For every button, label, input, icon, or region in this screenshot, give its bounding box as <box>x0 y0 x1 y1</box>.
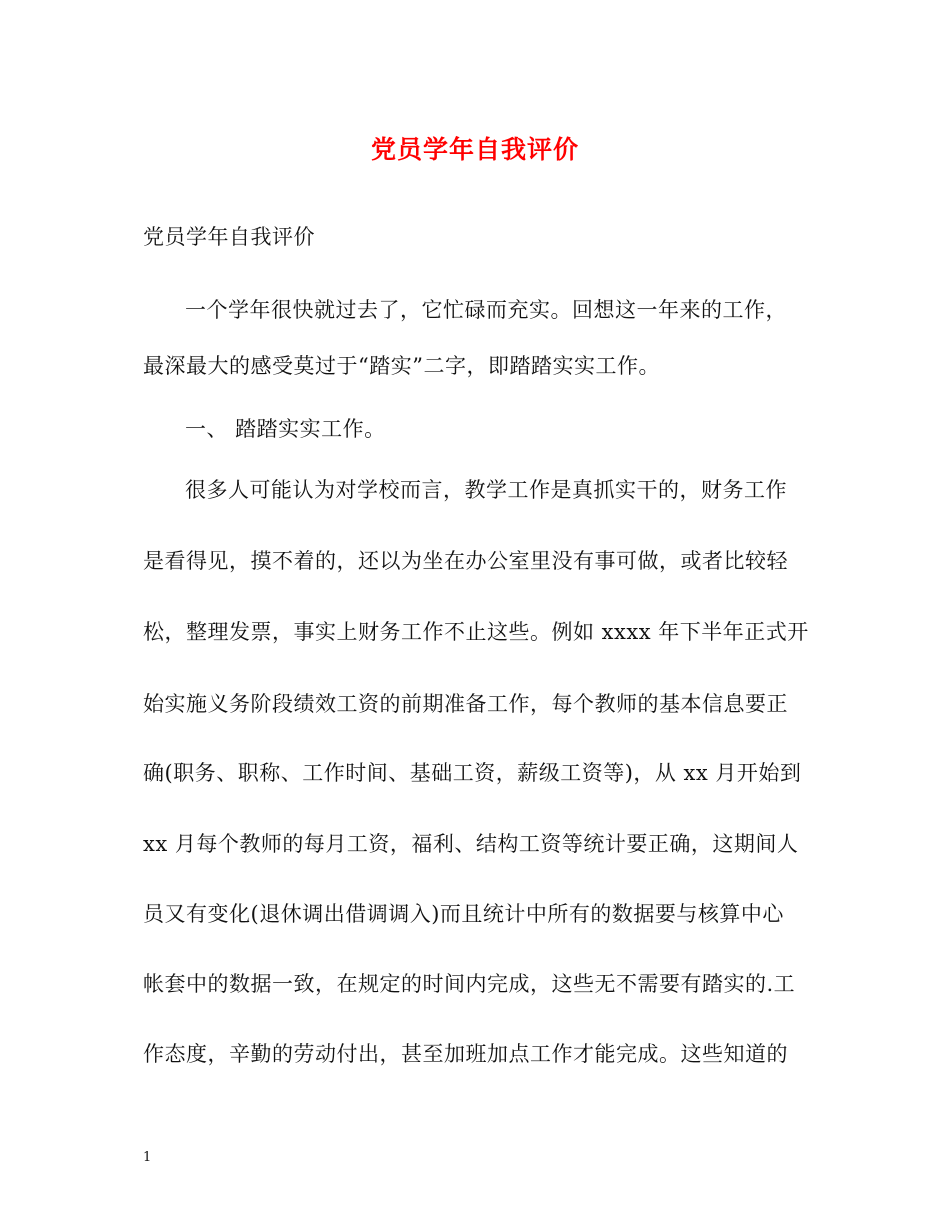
paragraph-line: xx 月每个教师的每月工资，福利、结构工资等统计要正确，这期间人 <box>143 832 799 856</box>
paragraph-line: 一个学年很快就过去了，它忙碌而充实。回想这一年来的工作， <box>185 298 787 322</box>
paragraph-line: 员又有变化(退休调出借调调入)而且统计中所有的数据要与核算中心 <box>143 902 784 926</box>
paragraph-line: 作态度，辛勤的劳动付出，甚至加班加点工作才能完成。这些知道的 <box>143 1042 788 1066</box>
paragraph-line: 帐套中的数据一致，在规定的时间内完成，这些无不需要有踏实的.工 <box>143 972 796 996</box>
document-title: 党员学年自我评价 <box>370 135 579 164</box>
page-number: 1 <box>143 1150 152 1165</box>
paragraph-line: 最深最大的感受莫过于“踏实”二字，即踏踏实实工作。 <box>143 354 660 378</box>
paragraph-line: 是看得见，摸不着的，还以为坐在办公室里没有事可做，或者比较轻 <box>143 549 788 573</box>
paragraph-line: 松，整理发票，事实上财务工作不止这些。例如 xxxx 年下半年正式开 <box>143 620 809 644</box>
paragraph-line: 确(职务、职称、工作时间、基础工资，薪级工资等)，从 xx 月开始到 <box>143 761 802 785</box>
paragraph-line: 始实施义务阶段绩效工资的前期准备工作，每个教师的基本信息要正 <box>143 692 788 716</box>
paragraph-line: 很多人可能认为对学校而言，教学工作是真抓实干的，财务工作 <box>185 478 787 502</box>
section-heading: 一、 踏踏实实工作。 <box>185 417 386 441</box>
subtitle-line: 党员学年自我评价 <box>143 225 315 249</box>
